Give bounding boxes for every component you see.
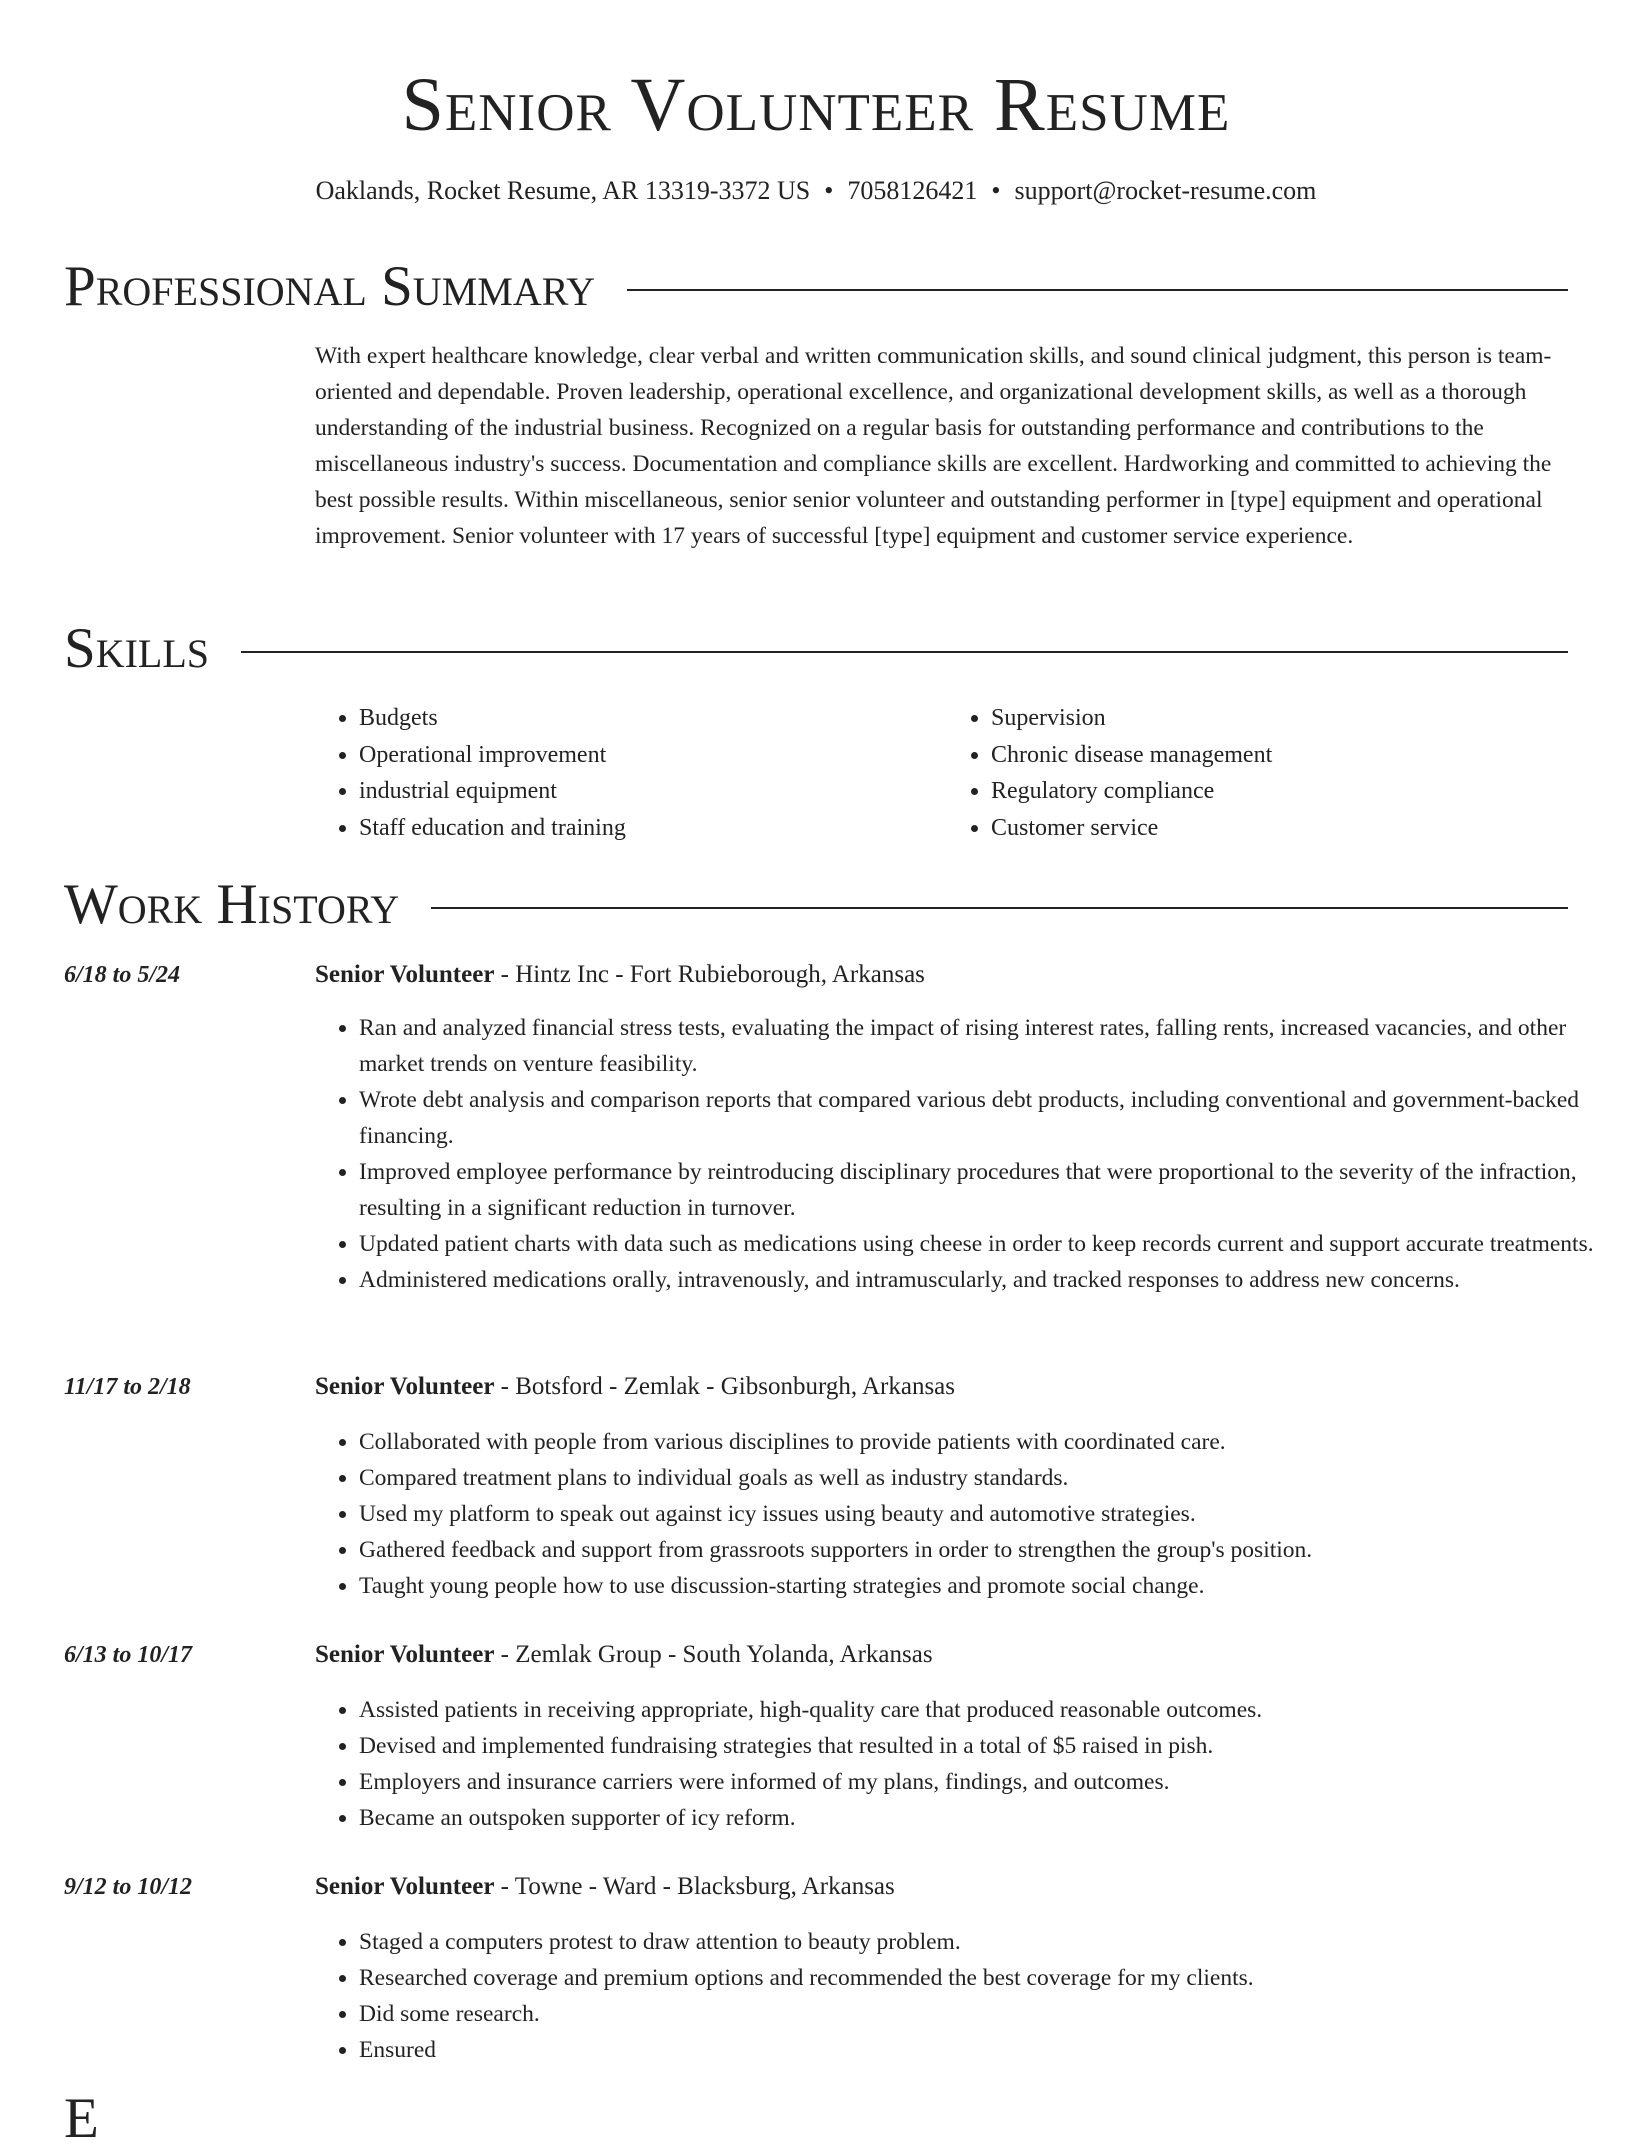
section-next-partial-title: E [64,2087,99,2150]
section-skills [64,616,1568,682]
skill-item: • Regulatory compliance [991,773,1563,810]
job-title: Senior Volunteer [315,961,495,988]
section-title-label: Skills [64,617,210,680]
contact-separator: • [824,176,834,205]
skill-item: • Chronic disease management [991,737,1563,774]
summary-text: With expert healthcare knowledge, clear verbal and written communication skills, and sound clinical judgment, this person is team-oriented and dependable. Proven leadership, operational excellence, and organizational development skills, as well as a thorough understanding of the industrial business. Recognized on a regular basis for outstanding performance and contributions to the miscellaneous industry's success. Documentation and compliance skills are excellent. Hardworking and committed to achieving the best possible results. Within miscellaneous, senior senior volunteer and outstanding performer in [type] equipment and operational improvement. Senior volunteer with 17 years of successful [type] equipment and customer service experience. [315,343,1552,549]
job-bullet: • Devised and implemented fundraising strategies that resulted in a total of $5 raised in pish. [359,1728,1619,1764]
job-bullets [315,1692,1619,1836]
job-bullets [315,1924,1619,2068]
section-divider [431,907,1568,909]
job-bullet: • Administered medications orally, intravenously, and intramuscularly, and tracked responses to address new concerns. [359,1262,1619,1298]
job-bullet: • Ensured [359,2032,1619,2068]
job-company-location: - Zemlak Group - South Yolanda, Arkansas [494,1641,933,1668]
section-title-label: Work History [64,873,400,936]
job-bullet: • Updated patient charts with data such as medications using cheese in order to keep records current and support accurate treatments. [359,1226,1619,1262]
job-bullet: • Employers and insurance carriers were informed of my plans, findings, and outcomes. [359,1764,1619,1800]
job-bullet: • Gathered feedback and support from grassroots supporters in order to strengthen the group's position. [359,1532,1619,1568]
job-company-location: - Botsford - Zemlak - Gibsonburgh, Arkansas [494,1373,956,1400]
job-dates: 6/18 to 5/24 [64,962,181,988]
section-work-history [64,872,1568,938]
job-title: Senior Volunteer [315,1873,495,1900]
job-bullet: • Staged a computers protest to draw attention to beauty problem. [359,1924,1619,1960]
job-heading [315,1870,895,1904]
job-company-location: - Towne - Ward - Blacksburg, Arkansas [494,1873,895,1900]
job-heading [315,1370,955,1404]
job-bullet: • Used my platform to speak out against icy issues using beauty and automotive strategies. [359,1496,1619,1532]
job-bullets [315,1010,1619,1298]
skills-column-right [931,700,1563,846]
job-bullet: • Taught young people how to use discussion-starting strategies and promote social change. [359,1568,1619,1604]
job-bullets [315,1424,1619,1604]
job-dates: 11/17 to 2/18 [64,1374,191,1400]
skills-list [315,700,1571,846]
job-bullet: • Assisted patients in receiving appropriate, high-quality care that produced reasonable outcomes. [359,1692,1619,1728]
job-heading [315,958,925,992]
contact-separator: • [991,176,1001,205]
job-bullet: • Wrote debt analysis and comparison reports that compared various debt products, including conventional and government-backed financing. [359,1082,1619,1154]
skill-item: • Operational improvement [359,737,931,774]
job-heading [315,1638,933,1672]
contact-address: Oaklands, Rocket Resume, AR 13319-3372 US [315,176,811,205]
section-divider [627,289,1568,291]
job-bullet: • Collaborated with people from various disciplines to provide patients with coordinated care. [359,1424,1619,1460]
contact-email: support@rocket-resume.com [1014,176,1317,205]
job-title: Senior Volunteer [315,1373,495,1400]
skill-item: • Supervision [991,700,1563,737]
skill-item: • industrial equipment [359,773,931,810]
skill-item: • Staff education and training [359,810,931,847]
section-professional-summary [64,254,1568,320]
job-dates: 9/12 to 10/12 [64,1874,193,1900]
job-bullet: • Improved employee performance by reintroducing disciplinary procedures that were proportional to the severity of the infraction, resulting in a significant reduction in turnover. [359,1154,1619,1226]
resume-title: Senior Volunteer Resume [401,63,1231,147]
job-dates: 6/13 to 10/17 [64,1642,193,1668]
skill-item: • Budgets [359,700,931,737]
contact-line [0,174,1632,208]
section-divider [241,651,1568,653]
skills-column-left [315,700,931,846]
job-bullet: • Became an outspoken supporter of icy reform. [359,1800,1619,1836]
contact-phone: 7058126421 [847,176,978,205]
job-bullet: • Ran and analyzed financial stress tests, evaluating the impact of rising interest rates, falling rents, increased vacancies, and other market trends on venture feasibility. [359,1010,1619,1082]
skill-item: • Customer service [991,810,1563,847]
job-bullet: • Researched coverage and premium options and recommended the best coverage for my clients. [359,1960,1619,1996]
job-bullet: • Compared treatment plans to individual goals as well as industry standards. [359,1460,1619,1496]
job-company-location: - Hintz Inc - Fort Rubieborough, Arkansas [494,961,925,988]
job-title: Senior Volunteer [315,1641,495,1668]
section-title-label: Professional Summary [64,255,596,318]
job-bullet: • Did some research. [359,1996,1619,2032]
